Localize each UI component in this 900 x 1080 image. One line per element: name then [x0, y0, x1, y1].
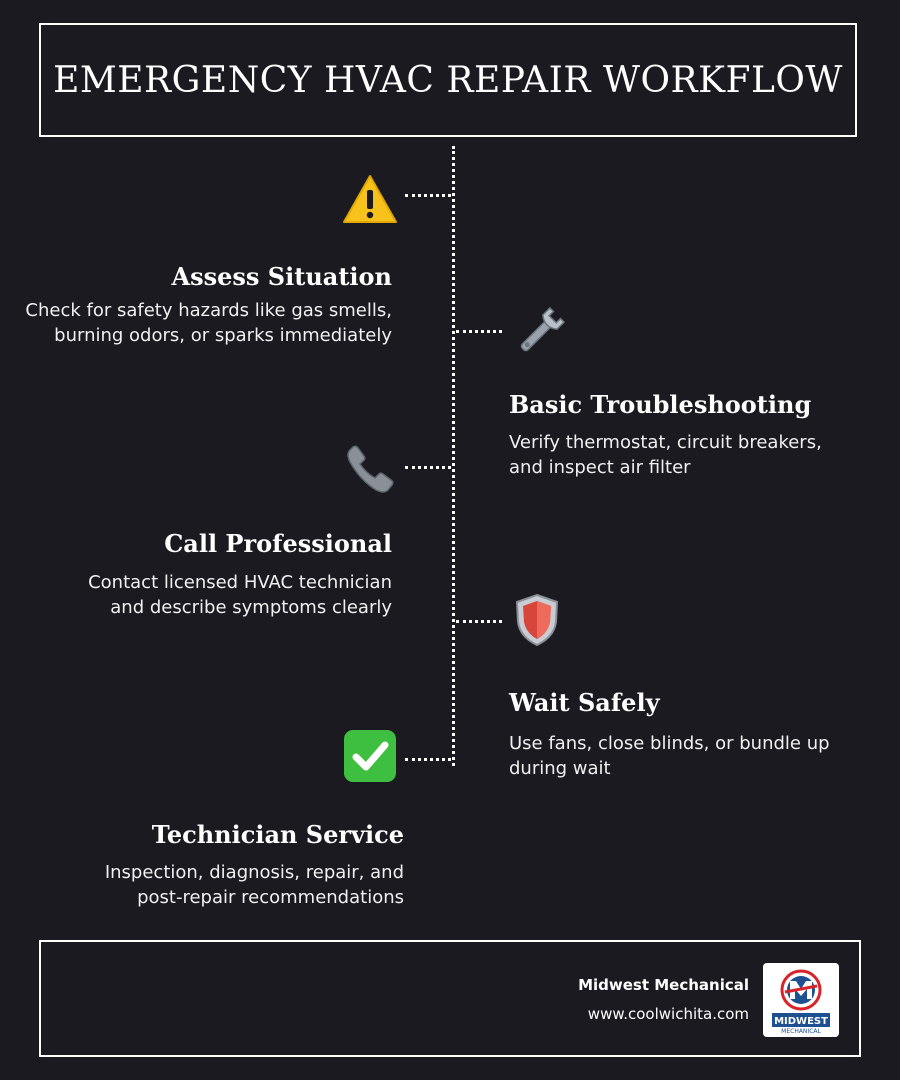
check-mark-icon	[342, 728, 398, 784]
step-description: Inspection, diagnosis, repair, and post-repair recommendations	[104, 862, 404, 908]
step-description: Contact licensed HVAC technician and describe symptoms clearly	[88, 572, 392, 618]
company-name: Midwest Mechanical	[578, 976, 749, 994]
connector-dots	[405, 466, 451, 469]
step-description: Check for safety hazards like gas smells, burning odors, or sparks immediately	[25, 300, 392, 346]
footer	[39, 940, 861, 1057]
wrench-icon	[512, 304, 568, 360]
title-banner	[39, 23, 857, 137]
step-title: Technician Service	[151, 820, 404, 849]
connector-dots	[405, 194, 451, 197]
company-website: www.coolwichita.com	[587, 1005, 749, 1023]
connector-dots	[456, 330, 502, 333]
page-title: EMERGENCY HVAC REPAIR WORKFLOW	[53, 59, 843, 101]
step-title: Wait Safely	[509, 688, 660, 717]
svg-text:MECHANICAL: MECHANICAL	[781, 1028, 821, 1035]
step-description: Verify thermostat, circuit breakers, and inspect air filter	[509, 432, 822, 478]
step-title: Call Professional	[164, 529, 392, 558]
timeline-line	[452, 146, 455, 766]
connector-dots	[405, 758, 451, 761]
warning-icon	[342, 172, 398, 228]
svg-text:MIDWEST: MIDWEST	[774, 1016, 828, 1027]
company-logo	[763, 963, 839, 1037]
shield-icon	[509, 592, 565, 648]
connector-dots	[456, 620, 502, 623]
step-title: Basic Troubleshooting	[509, 390, 812, 419]
step-description: Use fans, close blinds, or bundle up during wait	[509, 733, 830, 779]
step-title: Assess Situation	[171, 262, 392, 291]
telephone-icon	[342, 440, 398, 496]
